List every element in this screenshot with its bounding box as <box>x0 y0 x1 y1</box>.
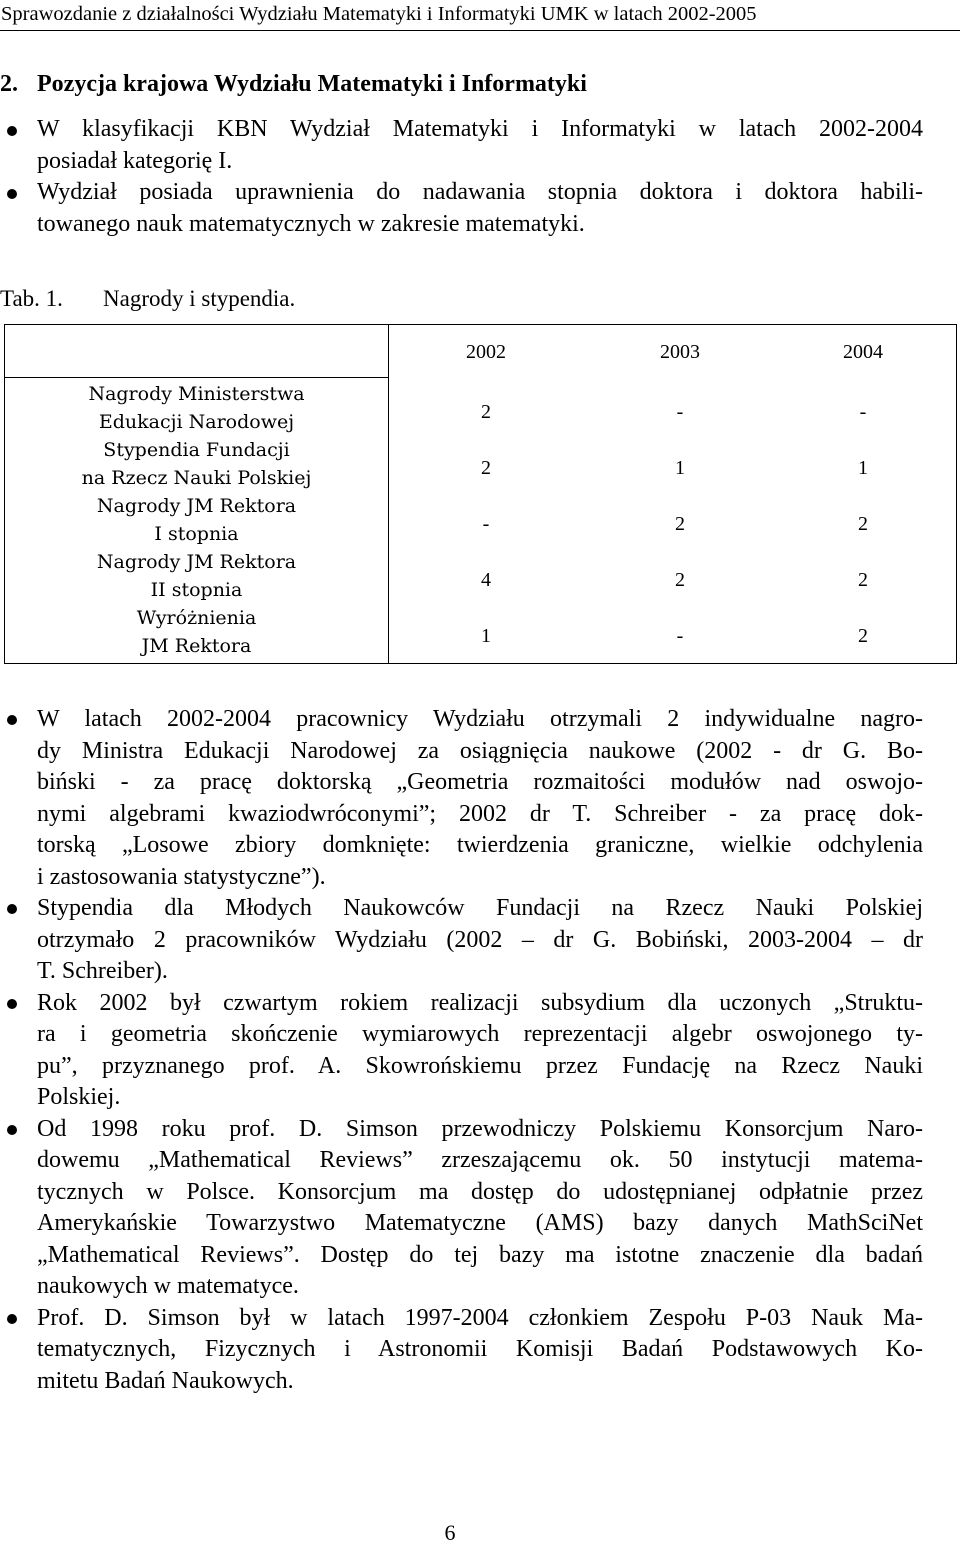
row-label: na Rzecz Nauki Polskiej <box>81 467 312 489</box>
bullet-dot-icon <box>7 1125 17 1135</box>
table-cell: 2 <box>675 513 685 535</box>
table-values-cell <box>389 325 957 664</box>
row-label: Nagrody Ministerstwa <box>88 383 305 405</box>
row-label: Nagrody JM Rektora <box>96 551 297 573</box>
list-item-line: „Mathematical Reviews”. Dostęp do tej bazy ma istotne znaczenie dla badań <box>37 1241 923 1268</box>
table-cell: 2 <box>675 569 685 591</box>
list-item <box>0 988 923 1114</box>
list-item-line: otrzymało 2 pracowników Wydziału (2002 – dr G. Bobiński, 2003-2004 – dr <box>37 926 923 953</box>
list-item-line: Rok 2002 był czwartym rokiem realizacji subsydium dla uczonych „Struktu- <box>37 989 923 1016</box>
row-label: Edukacji Narodowej <box>98 411 295 433</box>
section-number: 2. <box>0 71 18 97</box>
year-header: 2003 <box>660 341 700 363</box>
list-item-line: nymi algebrami kwaziodwróconymi”; 2002 dr T. Schreiber - za pracę dok- <box>37 800 923 827</box>
row-label: Stypendia Fundacji <box>103 439 290 461</box>
list-item-line: Amerykańskie Towarzystwo Matematyczne (AMS) bazy danych MathSciNet <box>37 1210 923 1236</box>
table-cell: 2 <box>858 513 868 535</box>
list-item-line: tycznych w Polsce. Konsorcjum ma dostęp do udostępnianej odpłatnie przez <box>37 1178 923 1205</box>
table-cell: 2 <box>858 625 868 647</box>
table-cell: - <box>676 625 684 647</box>
table-row-labels-cell <box>5 378 389 664</box>
table-caption <box>0 283 295 315</box>
list-item-line: Stypendia dla Młodych Naukowców Fundacji na Rzecz Nauki Polskiej <box>37 895 923 921</box>
table-row-labels <box>5 378 388 660</box>
table-cell: 1 <box>675 457 685 479</box>
list-item-line: biński - za pracę doktorską „Geometria rozmaitości modułów nad oswojo- <box>37 769 923 795</box>
list-item-line: towanego nauk matematycznych w zakresie matematyki. <box>37 210 585 237</box>
table-row-values <box>389 621 958 651</box>
row-label: Nagrody JM Rektora <box>96 495 297 517</box>
list-item-line: mitetu Badań Naukowych. <box>37 1367 294 1394</box>
list-item-line: naukowych w matematyce. <box>37 1273 299 1299</box>
table-cell: - <box>676 401 684 423</box>
table-cell: 2 <box>858 569 868 591</box>
list-item <box>0 1303 923 1398</box>
list-item <box>0 893 923 988</box>
section-title: Pozycja krajowa Wydziału Matematyki i Informatyki <box>37 71 587 97</box>
bullet-dot-icon <box>7 999 17 1009</box>
list-item-line: pu”, przyznanego prof. A. Skowrońskiemu przez Fundację na Rzecz Nauki <box>37 1052 923 1079</box>
list-item <box>0 177 923 240</box>
list-item-line: posiadał kategorię I. <box>37 147 233 174</box>
list-item <box>0 114 923 177</box>
bullet-dot-icon <box>7 715 17 725</box>
bullet-dot-icon <box>7 1314 17 1324</box>
list-item-line: T. Schreiber). <box>37 958 168 984</box>
awards-table <box>4 324 957 664</box>
list-item-line: ra i geometria skończenie wymiarowych reprezentacji algebr oswojonego ty- <box>37 1021 923 1047</box>
list-item-line: W klasyfikacji KBN Wydział Matematyki i Informatyki w latach 2002-2004 <box>37 116 923 142</box>
year-header: 2002 <box>466 341 506 363</box>
bullet-dot-icon <box>7 904 17 914</box>
intro-bullet-list <box>0 114 960 240</box>
section-heading <box>0 68 587 100</box>
list-item-line: dy Ministra Edukacji Narodowej za osiągnięcia naukowe (2002 - dr G. Bo- <box>37 737 923 764</box>
table-row-values <box>389 509 958 539</box>
running-title: Sprawozdanie z działalności Wydziału Matematyki i Informatyki UMK w latach 2002-2005 <box>1 3 757 25</box>
table-cell: 2 <box>481 457 491 479</box>
table-caption-text: Nagrody i stypendia. <box>103 286 296 311</box>
table-header-empty-cell <box>5 325 389 378</box>
body-bullet-list <box>0 704 960 1397</box>
list-item-line: Od 1998 roku prof. D. Simson przewodniczy Polskiemu Konsorcjum Naro- <box>37 1115 923 1142</box>
table-cell: 1 <box>481 625 491 647</box>
row-label: I stopnia <box>154 523 239 545</box>
list-item-line: dowemu „Mathematical Reviews” zrzeszającemu ok. 50 instytucji matema- <box>37 1147 923 1173</box>
list-item-line: Prof. D. Simson był w latach 1997-2004 członkiem Zespołu P-03 Nauk Ma- <box>37 1304 923 1331</box>
bullet-dot-icon <box>7 126 17 136</box>
running-header <box>0 0 960 31</box>
list-item <box>0 1114 923 1303</box>
table-row-values <box>389 565 958 595</box>
table-year-header-row <box>389 337 958 367</box>
table-row-values <box>389 453 958 483</box>
table-row-values <box>389 397 958 427</box>
row-label: II stopnia <box>150 579 243 601</box>
year-header: 2004 <box>843 341 883 363</box>
list-item-line: W latach 2002-2004 pracownicy Wydziału otrzymali 2 indywidualne nagro- <box>37 706 923 732</box>
list-item-line: Polskiej. <box>37 1084 121 1110</box>
row-label: Wyróżnienia <box>136 607 257 629</box>
table-caption-label: Tab. 1. <box>0 286 63 311</box>
list-item-line: i zastosowania statystyczne”). <box>37 863 326 890</box>
page-number: 6 <box>444 1520 456 1545</box>
table-cell: 2 <box>481 401 491 423</box>
bullet-dot-icon <box>7 189 17 199</box>
list-item-line: tematycznych, Fizycznych i Astronomii Komisji Badań Podstawowych Ko- <box>37 1336 923 1362</box>
list-item-line: Wydział posiada uprawnienia do nadawania stopnia doktora i doktora habili- <box>37 179 923 205</box>
row-label: JM Rektora <box>141 635 252 657</box>
table-cell: - <box>482 513 490 535</box>
table-cell: 4 <box>481 569 491 591</box>
table-cell: - <box>859 401 867 423</box>
list-item-line: torską „Losowe zbiory domknięte: twierdzenia graniczne, wielkie odchylenia <box>37 832 923 858</box>
list-item <box>0 704 923 893</box>
table-cell: 1 <box>858 457 868 479</box>
